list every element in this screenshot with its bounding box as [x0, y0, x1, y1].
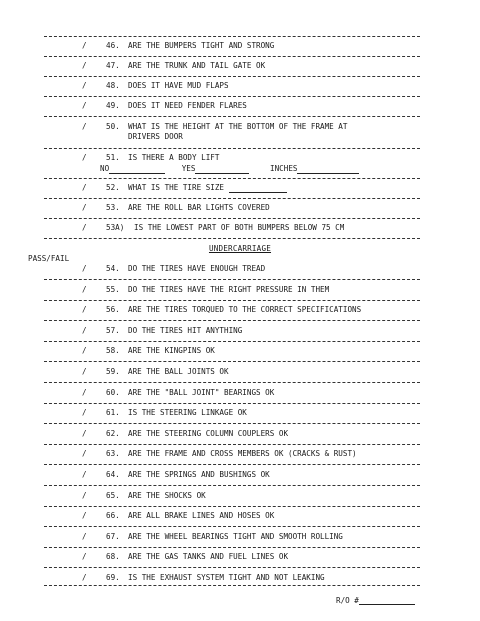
- pass-fail-mark[interactable]: /: [82, 41, 87, 50]
- yes-blank[interactable]: [195, 165, 249, 174]
- item-text: ARE THE ROLL BAR LIGHTS COVERED: [128, 203, 270, 212]
- item-number: 54.: [106, 264, 120, 273]
- item-number: 65.: [106, 491, 120, 500]
- pass-fail-mark[interactable]: /: [82, 449, 87, 458]
- divider: [44, 464, 420, 465]
- item-number: 53.: [106, 203, 120, 212]
- item-number: 59.: [106, 367, 120, 376]
- divider: [44, 382, 420, 383]
- item-number: 64.: [106, 470, 120, 479]
- divider: [44, 279, 420, 280]
- divider: [44, 547, 420, 548]
- item-text: ARE THE BALL JOINTS OK: [128, 367, 229, 376]
- ro-number-blank[interactable]: [359, 596, 415, 605]
- pass-fail-mark[interactable]: /: [82, 305, 87, 314]
- pass-fail-mark[interactable]: /: [82, 491, 87, 500]
- pass-fail-mark[interactable]: /: [82, 429, 87, 438]
- pass-fail-mark[interactable]: /: [82, 61, 87, 70]
- item-text: ARE THE STEERING COLUMN COUPLERS OK: [128, 429, 289, 438]
- item-text: ARE THE SPRINGS AND BUSHINGS OK: [128, 470, 270, 479]
- divider: [44, 36, 420, 37]
- divider: [44, 526, 420, 527]
- item-number: 49.: [106, 101, 120, 110]
- item-number: 63.: [106, 449, 120, 458]
- item-text: ARE THE TIRES TORQUED TO THE CORRECT SPECIFICATIONS: [128, 305, 362, 314]
- item-text: ARE THE FRAME AND CROSS MEMBERS OK (CRACKS & RUST): [128, 449, 357, 458]
- inches-blank[interactable]: [297, 165, 359, 174]
- pass-fail-mark[interactable]: /: [82, 183, 87, 192]
- inches-label: INCHES: [270, 164, 298, 173]
- pass-fail-header: PASS/FAIL: [28, 254, 70, 263]
- body-lift-answer-line: [100, 164, 359, 174]
- ro-label: R/O #: [336, 596, 359, 605]
- item-number: 66.: [106, 511, 120, 520]
- item-number: 67.: [106, 532, 120, 541]
- item-text: IS THERE A BODY LIFT: [128, 153, 220, 162]
- pass-fail-mark[interactable]: /: [82, 153, 87, 162]
- pass-fail-mark[interactable]: /: [82, 223, 87, 232]
- pass-fail-mark[interactable]: /: [82, 573, 87, 582]
- divider: [44, 320, 420, 321]
- item-number: 47.: [106, 61, 120, 70]
- divider: [44, 361, 420, 362]
- item-number: 62.: [106, 429, 120, 438]
- pass-fail-mark[interactable]: /: [82, 532, 87, 541]
- tire-size-blank[interactable]: [229, 184, 287, 193]
- item-number: 68.: [106, 552, 120, 561]
- divider: [44, 96, 420, 97]
- item-text: ARE THE SHOCKS OK: [128, 491, 206, 500]
- item-number: 57.: [106, 326, 120, 335]
- item-text: DO THE TIRES HAVE THE RIGHT PRESSURE IN THEM: [128, 285, 330, 294]
- divider: [44, 444, 420, 445]
- section-title-undercarriage: UNDERCARRIAGE: [208, 244, 272, 253]
- divider: [44, 218, 420, 219]
- divider: [44, 238, 420, 239]
- item-number: 58.: [106, 346, 120, 355]
- pass-fail-mark[interactable]: /: [82, 511, 87, 520]
- pass-fail-mark[interactable]: /: [82, 81, 87, 90]
- item-text: [128, 183, 287, 193]
- divider: [44, 198, 420, 199]
- item-number: 61.: [106, 408, 120, 417]
- item-text: ARE THE "BALL JOINT" BEARINGS OK: [128, 388, 275, 397]
- pass-fail-mark[interactable]: /: [82, 203, 87, 212]
- item-number: 51.: [106, 153, 120, 162]
- divider: [44, 56, 420, 57]
- item-text: DO THE TIRES HIT ANYTHING: [128, 326, 243, 335]
- no-label: NO: [100, 164, 110, 173]
- item-number: 56.: [106, 305, 120, 314]
- item-number: 55.: [106, 285, 120, 294]
- item-text: DO THE TIRES HAVE ENOUGH TREAD: [128, 264, 266, 273]
- divider: [44, 567, 420, 568]
- item-text: ARE THE BUMPERS TIGHT AND STRONG: [128, 41, 275, 50]
- pass-fail-mark[interactable]: /: [82, 346, 87, 355]
- item-text: WHAT IS THE HEIGHT AT THE BOTTOM OF THE FRAME AT: [128, 122, 348, 131]
- item-text-line-2: DRIVERS DOOR: [128, 132, 183, 141]
- pass-fail-mark[interactable]: /: [82, 388, 87, 397]
- item-text: DOES IT HAVE MUD FLAPS: [128, 81, 229, 90]
- divider: [44, 506, 420, 507]
- item-text: ARE THE WHEEL BEARINGS TIGHT AND SMOOTH ROLLING: [128, 532, 343, 541]
- repair-order-field: [336, 596, 415, 605]
- pass-fail-mark[interactable]: /: [82, 264, 87, 273]
- item-number: 53A): [106, 223, 125, 232]
- divider: [44, 585, 420, 586]
- pass-fail-mark[interactable]: /: [82, 367, 87, 376]
- divider: [44, 423, 420, 424]
- divider: [44, 341, 420, 342]
- item-text: IS THE EXHAUST SYSTEM TIGHT AND NOT LEAKING: [128, 573, 325, 582]
- yes-label: YES: [181, 164, 196, 173]
- item-text-label: WHAT IS THE TIRE SIZE: [128, 183, 225, 192]
- item-number: 50.: [106, 122, 120, 131]
- pass-fail-mark[interactable]: /: [82, 122, 87, 131]
- item-number: 60.: [106, 388, 120, 397]
- pass-fail-mark[interactable]: /: [82, 408, 87, 417]
- divider: [44, 300, 420, 301]
- pass-fail-mark[interactable]: /: [82, 552, 87, 561]
- item-text: ARE THE GAS TANKS AND FUEL LINES OK: [128, 552, 289, 561]
- item-text: IS THE LOWEST PART OF BOTH BUMPERS BELOW 75 CM: [134, 223, 345, 232]
- divider: [44, 178, 420, 179]
- divider: [44, 403, 420, 404]
- pass-fail-mark[interactable]: /: [82, 101, 87, 110]
- item-number: 69.: [106, 573, 120, 582]
- divider: [44, 76, 420, 77]
- item-number: 46.: [106, 41, 120, 50]
- no-blank[interactable]: [109, 165, 165, 174]
- divider: [44, 148, 420, 149]
- item-text: ARE THE TRUNK AND TAIL GATE OK: [128, 61, 266, 70]
- divider: [44, 116, 420, 117]
- item-text: ARE ALL BRAKE LINES AND HOSES OK: [128, 511, 275, 520]
- pass-fail-mark[interactable]: /: [82, 326, 87, 335]
- pass-fail-mark[interactable]: /: [82, 470, 87, 479]
- divider: [44, 485, 420, 486]
- item-number: 52.: [106, 183, 120, 192]
- pass-fail-mark[interactable]: /: [82, 285, 87, 294]
- item-text: IS THE STEERING LINKAGE OK: [128, 408, 247, 417]
- item-number: 48.: [106, 81, 120, 90]
- item-text: ARE THE KINGPINS OK: [128, 346, 215, 355]
- item-text: DOES IT NEED FENDER FLARES: [128, 101, 247, 110]
